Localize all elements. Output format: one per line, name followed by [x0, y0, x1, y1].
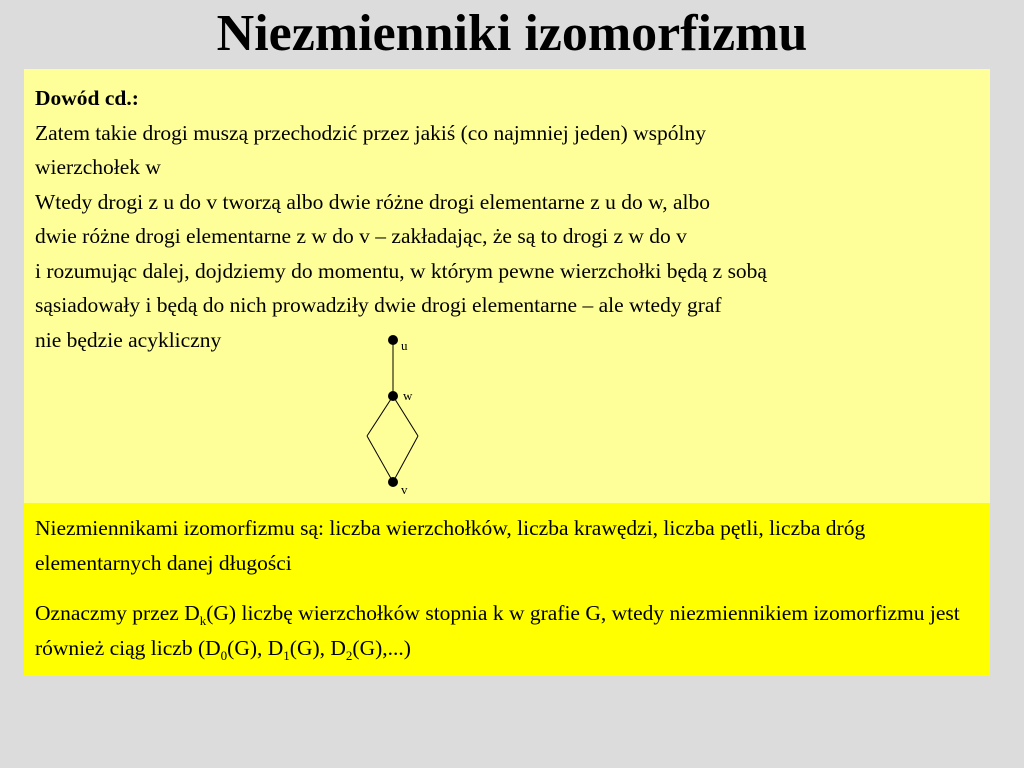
- invariants-paragraph: Niezmiennikami izomorfizmu są: liczba wierzchołków, liczba krawędzi, liczba pętli, liczba dróg elementarnych danej długości: [35, 516, 866, 575]
- graph-diagram: [24, 69, 990, 503]
- proof-line: Zatem takie drogi muszą przechodzić przez jakiś (co najmniej jeden) wspólny: [35, 120, 707, 145]
- subscript: 0: [220, 647, 228, 663]
- slide-title: Niezmienniki izomorfizmu: [216, 5, 808, 62]
- vertex-u: [388, 335, 398, 345]
- subscript: 2: [345, 647, 353, 663]
- proof-line: i rozumując dalej, dojdziemy do momentu, w którym pewne wierzchołki będą z sobą: [35, 258, 767, 283]
- edge-w-v-right-b: [393, 436, 418, 482]
- subscript: 1: [283, 647, 290, 663]
- vertex-w: [388, 391, 398, 401]
- proof-line: nie będzie acykliczny: [35, 327, 222, 352]
- text-segment: (G) liczbę wierzchołków stopnia k w grafie G, wtedy niezmiennikiem izomorfizmu jest również ciąg liczb (D: [35, 601, 960, 660]
- degree-sequence-paragraph: [35, 596, 975, 665]
- proof-line: wierzchołek w: [35, 155, 161, 179]
- edge-w-v-left-a: [367, 396, 393, 436]
- text-segment: (G), D: [289, 635, 346, 660]
- subscript: k: [199, 613, 207, 628]
- vertex-label-w: w: [403, 388, 413, 403]
- proof-line: dwie różne drogi elementarne z w do v – zakładając, że są to drogi z w do v: [35, 224, 687, 248]
- vertex-label-v: v: [401, 482, 408, 497]
- vertex-label-u: u: [401, 338, 408, 353]
- text-segment: Oznaczmy przez D: [35, 601, 200, 625]
- proof-line: sąsiadowały i będą do nich prowadziły dwie drogi elementarne – ale wtedy graf: [35, 293, 722, 317]
- text-segment: (G),...): [352, 635, 411, 660]
- vertex-v: [388, 477, 398, 487]
- text-segment: (G), D: [227, 635, 284, 660]
- edge-w-v-left-b: [367, 436, 393, 482]
- proof-line: Wtedy drogi z u do v tworzą albo dwie różne drogi elementarne z u do w, albo: [35, 189, 711, 214]
- proof-box: [24, 69, 990, 503]
- invariants-box: [24, 503, 990, 676]
- proof-heading: Dowód cd.:: [35, 86, 139, 110]
